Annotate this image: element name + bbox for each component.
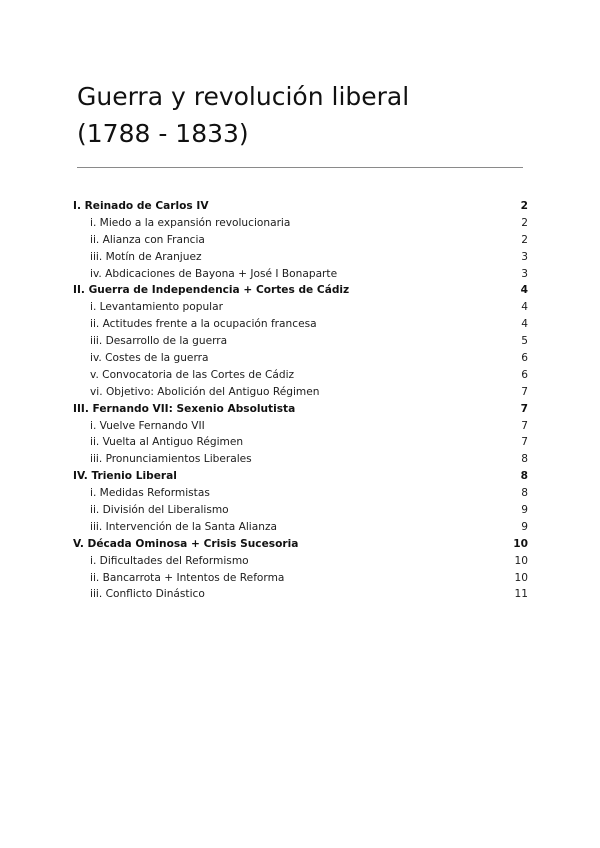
toc-section-entry[interactable] <box>73 536 528 553</box>
toc-entry-label: v. Convocatoria de las Cortes de Cádiz <box>90 368 295 381</box>
toc-page-number: 9 <box>521 504 528 517</box>
toc-entry-label: I. Reinado de Carlos IV <box>73 200 209 212</box>
toc-page-number: 7 <box>521 436 528 449</box>
toc-entry-label: vi. Objetivo: Abolición del Antiguo Régimen <box>90 385 320 398</box>
table-of-contents <box>73 198 528 603</box>
toc-entry-label: ii. Bancarrota + Intentos de Reforma <box>90 571 285 584</box>
toc-entry-label: i. Vuelve Fernando VII <box>90 419 205 432</box>
toc-subsection-entry[interactable] <box>73 333 528 350</box>
toc-entry-label: II. Guerra de Independencia + Cortes de Cádiz <box>73 284 350 297</box>
toc-page-number: 9 <box>521 520 528 533</box>
toc-subsection-entry[interactable] <box>73 502 528 519</box>
toc-entry-label: ii. Vuelta al Antiguo Régimen <box>90 436 244 449</box>
title-line-1: Guerra y revolución liberal <box>77 82 410 111</box>
toc-section-entry[interactable] <box>73 468 528 485</box>
toc-subsection-entry[interactable] <box>73 553 528 570</box>
toc-page-number: 8 <box>521 487 528 500</box>
toc-subsection-entry[interactable] <box>73 384 528 401</box>
toc-entry-label: i. Miedo a la expansión revolucionaria <box>90 216 291 229</box>
toc-page-number: 4 <box>521 318 528 331</box>
toc-section-entry[interactable] <box>73 198 528 215</box>
toc-subsection-entry[interactable] <box>73 266 528 283</box>
toc-entry-label: i. Levantamiento popular <box>90 301 223 314</box>
toc-page-number: 7 <box>521 385 528 398</box>
toc-page-number: 2 <box>520 200 528 212</box>
toc-entry-label: i. Dificultades del Reformismo <box>90 554 249 567</box>
toc-page-number: 8 <box>520 470 528 483</box>
toc-section-entry[interactable] <box>73 282 528 299</box>
toc-entry-label: iv. Abdicaciones de Bayona + José I Bonaparte <box>90 267 338 280</box>
toc-page-number: 8 <box>521 453 528 466</box>
toc-section-entry[interactable] <box>73 401 528 418</box>
toc-entry-label: iii. Motín de Aranjuez <box>90 250 202 263</box>
toc-page-number: 10 <box>514 554 528 567</box>
toc-subsection-entry[interactable] <box>73 570 528 587</box>
toc-page-number: 11 <box>514 588 528 601</box>
toc-page-number: 6 <box>521 352 528 365</box>
toc-page-number: 4 <box>520 284 528 297</box>
toc-page-number: 4 <box>521 301 528 314</box>
toc-subsection-entry[interactable] <box>73 519 528 536</box>
toc-entry-label: IV. Trienio Liberal <box>73 470 177 483</box>
toc-entry-label: i. Medidas Reformistas <box>90 487 210 500</box>
toc-entry-label: iii. Conflicto Dinástico <box>90 588 205 601</box>
toc-subsection-entry[interactable] <box>73 451 528 468</box>
toc-page-number: 3 <box>521 250 528 263</box>
toc-subsection-entry[interactable] <box>73 215 528 232</box>
toc-page-number: 2 <box>521 233 528 246</box>
toc-page-number: 10 <box>513 537 528 550</box>
title-divider <box>77 167 523 168</box>
document-title <box>77 78 409 152</box>
toc-page-number: 2 <box>521 216 528 229</box>
toc-entry-label: III. Fernando VII: Sexenio Absolutista <box>73 402 296 415</box>
toc-subsection-entry[interactable] <box>73 586 528 603</box>
toc-subsection-entry[interactable] <box>73 249 528 266</box>
toc-page-number: 7 <box>520 402 528 415</box>
toc-subsection-entry[interactable] <box>73 232 528 249</box>
toc-subsection-entry[interactable] <box>73 367 528 384</box>
toc-subsection-entry[interactable] <box>73 485 528 502</box>
toc-subsection-entry[interactable] <box>73 418 528 435</box>
toc-subsection-entry[interactable] <box>73 350 528 367</box>
toc-page-number: 3 <box>521 267 528 280</box>
toc-subsection-entry[interactable] <box>73 434 528 451</box>
toc-page-number: 6 <box>521 368 528 381</box>
toc-entry-label: V. Década Ominosa + Crisis Sucesoria <box>73 537 299 550</box>
toc-subsection-entry[interactable] <box>73 316 528 333</box>
toc-entry-label: iii. Pronunciamientos Liberales <box>90 453 252 466</box>
toc-entry-label: ii. Alianza con Francia <box>90 233 205 246</box>
toc-entry-label: iv. Costes de la guerra <box>90 352 209 365</box>
toc-page-number: 10 <box>514 571 528 584</box>
toc-entry-label: iii. Intervención de la Santa Alianza <box>90 520 278 533</box>
toc-page-number: 5 <box>521 335 528 348</box>
toc-entry-label: ii. División del Liberalismo <box>90 504 229 517</box>
title-line-2: (1788 - 1833) <box>77 119 249 148</box>
toc-page-number: 7 <box>521 419 528 432</box>
toc-entry-label: ii. Actitudes frente a la ocupación francesa <box>90 318 317 331</box>
toc-entry-label: iii. Desarrollo de la guerra <box>90 335 228 348</box>
toc-subsection-entry[interactable] <box>73 299 528 316</box>
